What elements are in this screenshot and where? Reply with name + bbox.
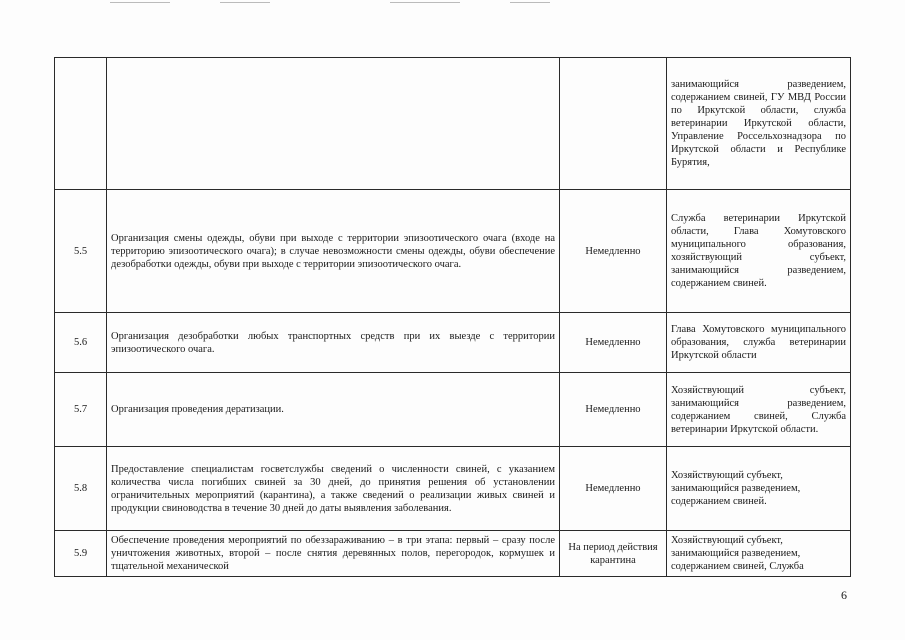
- row-number: 5.9: [55, 531, 107, 577]
- table-row: [55, 447, 851, 531]
- row-term: [560, 58, 667, 190]
- row-description: Организация смены одежды, обуви при выходе с территории эпизоотического очага (входе на территорию эпизоотического очага); в случае невозможности смены одежды, обуви обеспечение дезобработки одежды, обуви при выходе с территории эпизоотического очага.: [107, 190, 560, 313]
- row-description: Организация дезобработки любых транспортных средств при их выезде с территории эпизоотического очага.: [107, 313, 560, 373]
- row-number: 5.6: [55, 313, 107, 373]
- row-responsible: Глава Хомутовского муниципального образования, служба ветеринарии Иркутской области: [667, 313, 851, 373]
- table-row: [55, 58, 851, 190]
- row-number: 5.7: [55, 373, 107, 447]
- row-term: Немедленно: [560, 190, 667, 313]
- row-responsible: Хозяйствующий субъект, занимающийся разведением, содержанием свиней, Служба ветеринарии Иркутской области.: [667, 373, 851, 447]
- row-responsible: занимающийся разведением, содержанием свиней, ГУ МВД России по Иркутской области, служба ветеринарии Иркутской области, Управление Россельхознадзора по Иркутской области и Республике Бурятия,: [667, 58, 851, 190]
- row-description: [107, 58, 560, 190]
- table-row: [55, 531, 851, 577]
- row-responsible: Хозяйствующий субъект, занимающийся разведением, содержанием свиней, Служба: [667, 531, 851, 577]
- page-number: 6: [841, 588, 847, 602]
- row-responsible: Хозяйствующий субъект, занимающийся разведением, содержанием свиней.: [667, 447, 851, 531]
- row-responsible: Служба ветеринарии Иркутской области, Глава Хомутовского муниципального образования, хозяйствующий субъект, занимающийся разведением, содержанием свиней.: [667, 190, 851, 313]
- row-number: 5.8: [55, 447, 107, 531]
- row-number: 5.5: [55, 190, 107, 313]
- measures-table: [54, 57, 851, 577]
- row-term: На период действия карантина: [560, 531, 667, 577]
- row-description: Обеспечение проведения мероприятий по обеззараживанию – в три этапа: первый – сразу после уничтожения животных, второй – после снятия деревянных полов, перегородок, кормушек и тщательной механической: [107, 531, 560, 577]
- row-number: [55, 58, 107, 190]
- row-term: Немедленно: [560, 373, 667, 447]
- table-row: [55, 313, 851, 373]
- row-description: Предоставление специалистам госветслужбы сведений о численности свиней, с указанием количества числа погибших свиней за 30 дней, до принятия решения об установлении ограничительных мероприятий (карантина), а также сведений о реализации живых свиней и продукции свиноводства в течение 30 дней до даты выявления заболевания.: [107, 447, 560, 531]
- table-row: [55, 373, 851, 447]
- scan-artifact: [110, 2, 630, 6]
- row-description: Организация проведения дератизации.: [107, 373, 560, 447]
- row-term: Немедленно: [560, 447, 667, 531]
- row-term: Немедленно: [560, 313, 667, 373]
- table-row: [55, 190, 851, 313]
